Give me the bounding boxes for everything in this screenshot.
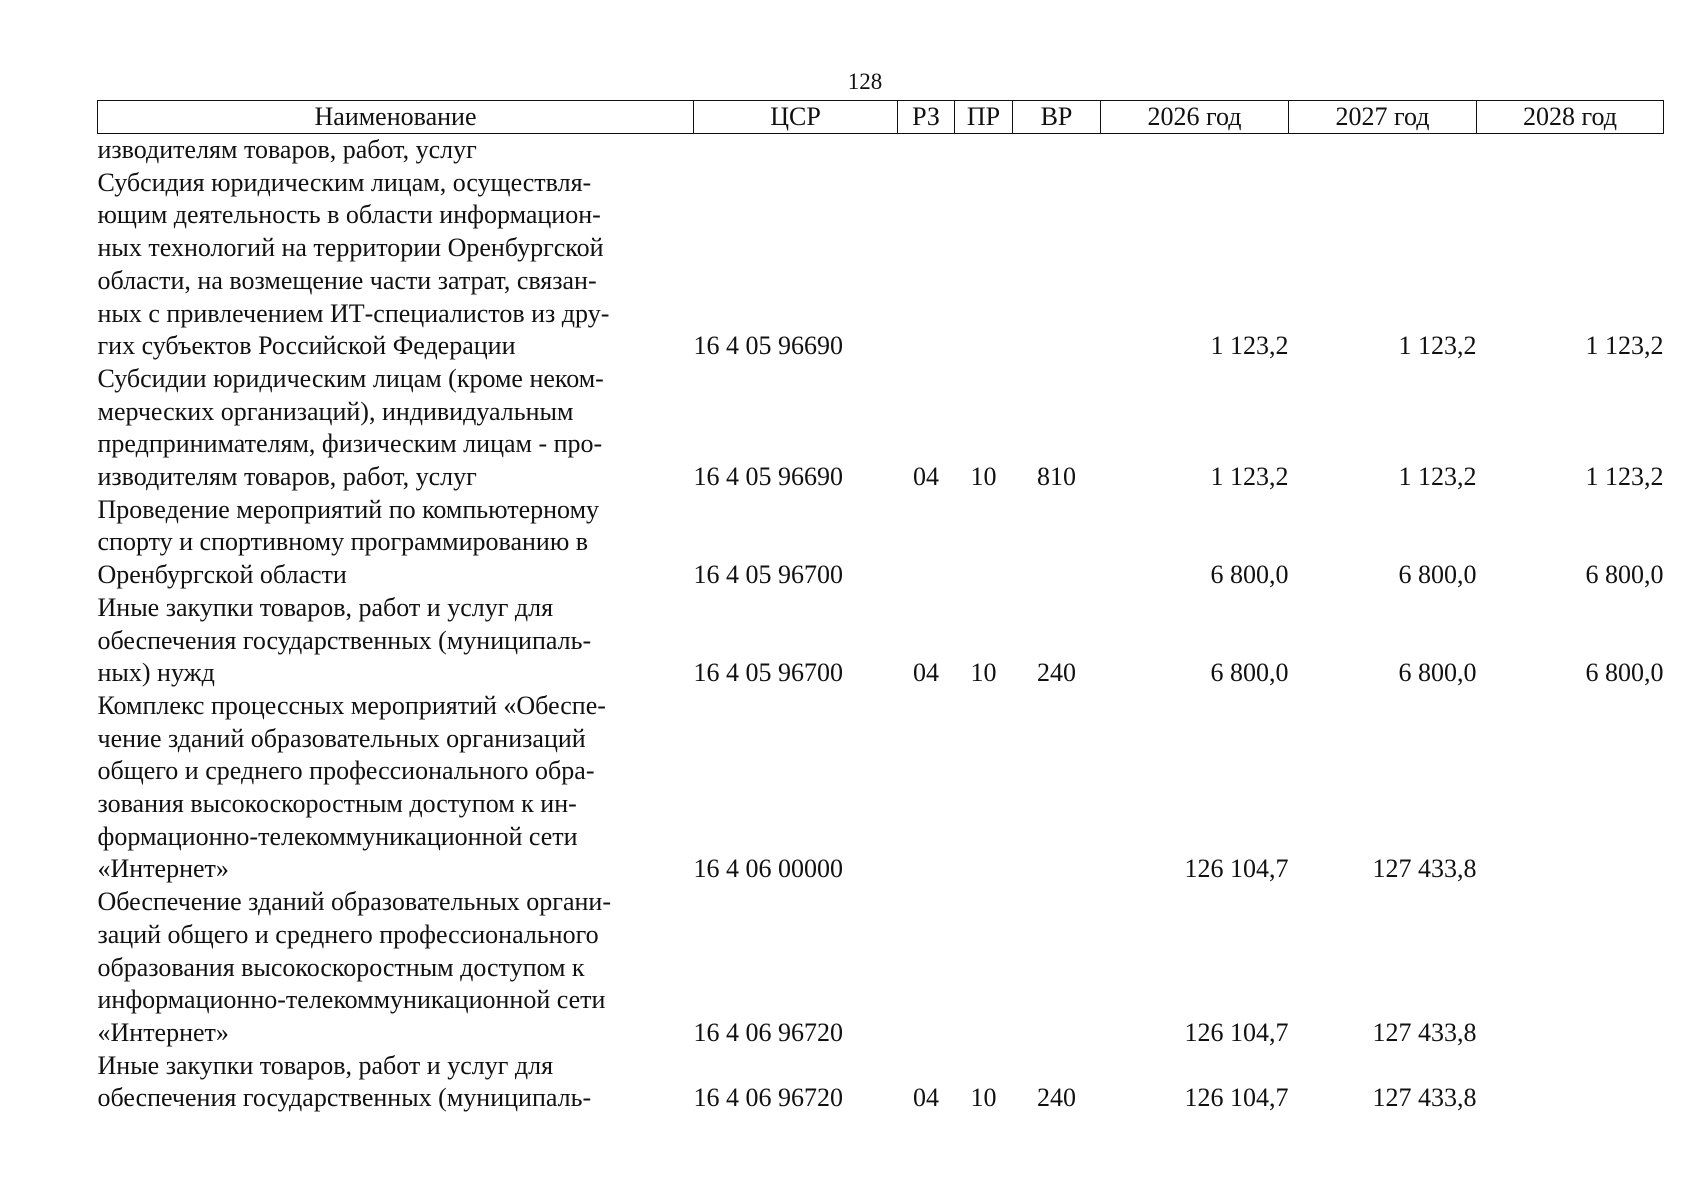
table-row: [98, 494, 1664, 592]
cell-2027: 127 433,8: [1372, 1083, 1477, 1113]
cell-csr: 16 4 06 00000: [693, 854, 843, 884]
name-line: «Интернет»: [97, 1017, 229, 1047]
header-2028: 2028 год: [1477, 101, 1664, 134]
name-line: ющим деятельность в области информацион-: [97, 200, 601, 230]
table-row: [98, 167, 1664, 363]
name-line: области, на возмещение части затрат, связан-: [97, 265, 597, 295]
cell-2028: 1 123,2: [1585, 462, 1664, 492]
cell-csr: [694, 134, 898, 167]
cell-rz: 04: [913, 658, 939, 688]
header-2026: 2026 год: [1101, 101, 1289, 134]
cell-csr: 16 4 05 96700: [693, 560, 843, 590]
table-row: [98, 886, 1664, 1050]
cell-2027: 6 800,0: [1398, 560, 1477, 590]
cell-2026: 1 123,2: [1210, 462, 1289, 492]
name-line: ных с привлечением ИТ-специалистов из дру-: [97, 298, 610, 328]
cell-2027: 127 433,8: [1372, 854, 1477, 884]
cell-vr: 810: [1037, 462, 1076, 492]
cell-vr: [1013, 494, 1101, 592]
name-line: гих субъектов Российской Федерации: [97, 331, 516, 361]
cell-rz: [898, 690, 955, 886]
cell-2027: 1 123,2: [1398, 331, 1477, 361]
cell-name: [98, 167, 694, 363]
cell-pr: 10: [970, 462, 997, 492]
cell-name: [98, 1050, 694, 1115]
cell-csr: 16 4 05 96690: [693, 331, 843, 361]
cell-2026: 126 104,7: [1184, 1083, 1289, 1113]
cell-2026: [1101, 134, 1289, 167]
table-row: [98, 690, 1664, 886]
name-line: «Интернет»: [97, 854, 229, 884]
name-line: Обеспечение зданий образовательных органи-: [97, 887, 611, 917]
budget-table: [97, 100, 1664, 1115]
cell-pr: [955, 494, 1013, 592]
table-row: [98, 592, 1664, 690]
cell-rz: [898, 134, 955, 167]
cell-2028: 1 123,2: [1585, 331, 1664, 361]
name-line: общего и среднего профессионального обра-: [97, 756, 595, 786]
header-csr: ЦСР: [694, 101, 898, 134]
name-line: обеспечения государственных (муниципаль-: [97, 625, 592, 655]
cell-pr: [955, 167, 1013, 363]
name-line: Субсидия юридическим лицам, осуществля-: [97, 167, 592, 197]
name-line: спорту и спортивному программированию в: [97, 527, 589, 557]
header-2027: 2027 год: [1289, 101, 1477, 134]
table-body: [98, 134, 1664, 1116]
cell-rz: [898, 886, 955, 1050]
cell-2026: 126 104,7: [1184, 1017, 1289, 1047]
name-line: Оренбургской области: [97, 560, 347, 590]
cell-csr: 16 4 06 96720: [693, 1017, 843, 1047]
cell-name: [98, 592, 694, 690]
cell-vr: [1013, 134, 1101, 167]
cell-pr: 10: [970, 658, 997, 688]
cell-2028: [1477, 134, 1664, 167]
name-line: изводителям товаров, работ, услуг: [97, 462, 477, 492]
cell-rz: [898, 167, 955, 363]
table-row: [98, 363, 1664, 494]
cell-vr: 240: [1037, 658, 1076, 688]
name-line: Иные закупки товаров, работ и услуг для: [97, 1050, 554, 1080]
cell-vr: [1013, 167, 1101, 363]
name-line: Проведение мероприятий по компьютерному: [97, 494, 600, 524]
name-line: информационно-телекоммуникационной сети: [97, 985, 606, 1015]
header-vr: ВР: [1013, 101, 1101, 134]
name-line: предпринимателям, физическим лицам - про-: [97, 429, 603, 459]
cell-pr: [955, 690, 1013, 886]
name-line: образования высокоскоростным доступом к: [97, 952, 585, 982]
cell-pr: [955, 134, 1013, 167]
name-line: обеспечения государственных (муниципаль-: [97, 1083, 592, 1113]
cell-csr: 16 4 06 96720: [693, 1083, 843, 1113]
header-rz: РЗ: [898, 101, 955, 134]
header-name: Наименование: [98, 101, 694, 134]
cell-vr: [1013, 690, 1101, 886]
cell-2028: [1477, 690, 1664, 886]
name-line: мерческих организаций), индивидуальным: [97, 396, 574, 426]
cell-pr: [955, 886, 1013, 1050]
cell-2028: [1477, 886, 1664, 1050]
cell-2027: [1289, 134, 1477, 167]
cell-2027: 1 123,2: [1398, 462, 1477, 492]
table-row: [98, 1050, 1664, 1115]
name-line: формационно-телекоммуникационной сети: [97, 821, 578, 851]
cell-rz: 04: [913, 462, 939, 492]
name-line: зования высокоскоростным доступом к ин-: [97, 789, 577, 819]
cell-2026: 126 104,7: [1184, 854, 1289, 884]
header-pr: ПР: [955, 101, 1013, 134]
cell-rz: 04: [913, 1083, 939, 1113]
cell-rz: [898, 494, 955, 592]
name-line: Иные закупки товаров, работ и услуг для: [97, 592, 554, 622]
name-line: чение зданий образовательных организаций: [97, 723, 586, 753]
cell-2028: 6 800,0: [1585, 560, 1664, 590]
name-line: Комплекс процессных мероприятий «Обеспе-: [97, 690, 606, 720]
cell-csr: 16 4 05 96700: [693, 658, 843, 688]
cell-2027: 6 800,0: [1398, 658, 1477, 688]
table-header-row: [98, 101, 1664, 134]
cell-2026: 6 800,0: [1210, 658, 1289, 688]
table-row: [98, 134, 1664, 167]
page-number: 128: [847, 69, 883, 94]
cell-name: [98, 494, 694, 592]
cell-2026: 1 123,2: [1210, 331, 1289, 361]
cell-csr: 16 4 05 96690: [693, 462, 843, 492]
cell-pr: 10: [970, 1083, 997, 1113]
cell-2026: 6 800,0: [1210, 560, 1289, 590]
cell-2027: 127 433,8: [1372, 1017, 1477, 1047]
cell-2028: [1477, 1050, 1664, 1115]
cell-vr: 240: [1037, 1083, 1076, 1113]
name-line: ных технологий на территории Оренбургской: [97, 233, 604, 263]
name-line: заций общего и среднего профессионального: [97, 919, 599, 949]
cell-2028: 6 800,0: [1585, 658, 1664, 688]
cell-name: [98, 690, 694, 886]
name-line: ных) нужд: [97, 658, 215, 688]
name-line: изводителям товаров, работ, услуг: [97, 135, 477, 164]
name-line: Субсидии юридическим лицам (кроме неком-: [97, 363, 604, 393]
cell-vr: [1013, 886, 1101, 1050]
cell-name: [98, 363, 694, 494]
cell-name: [98, 886, 694, 1050]
cell-name: [98, 134, 694, 167]
